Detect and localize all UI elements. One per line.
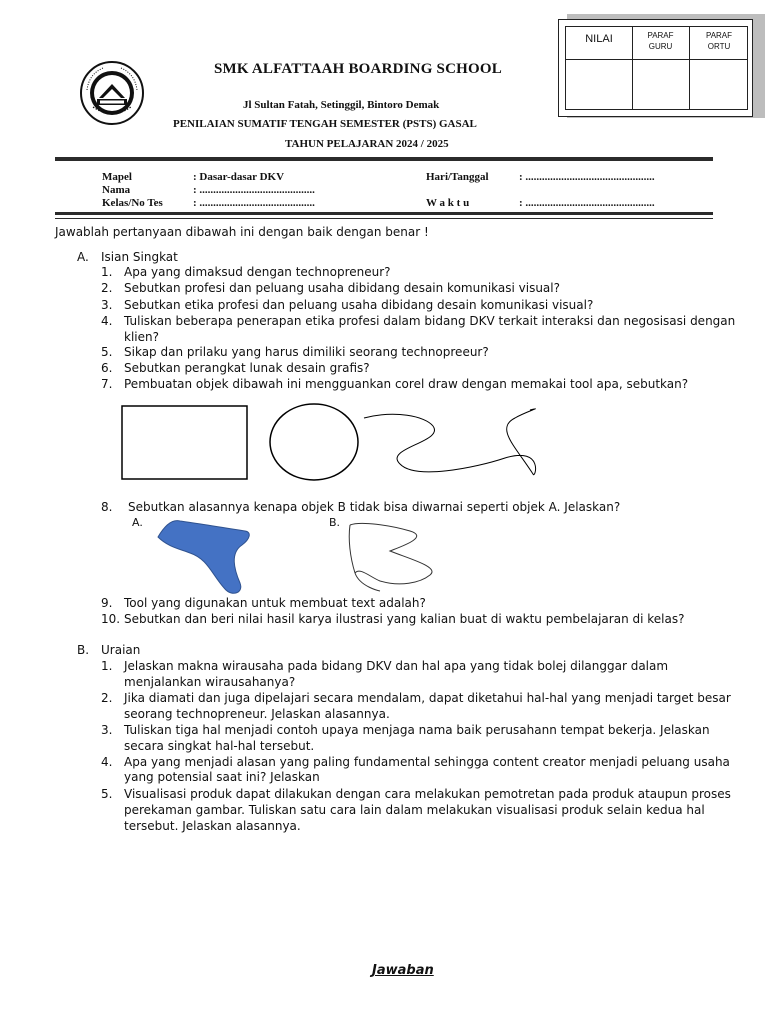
- question-a6: Sebutkan perangkat lunak desain grafis?: [124, 361, 370, 375]
- paraf-ortu-label-1: PARAF: [705, 31, 733, 40]
- hari-field[interactable]: : ...............................................: [519, 171, 655, 183]
- question-8-shapes: [150, 517, 460, 599]
- paraf-ortu-field[interactable]: [690, 60, 748, 110]
- nama-field[interactable]: : ..........................................: [193, 184, 315, 196]
- question-b5-cont: perekaman gambar. Tuliskan satu cara lain dalam melakukan visualisasi produk selain kedua hal: [124, 803, 705, 817]
- question-a2: Sebutkan profesi dan peluang usaha dibidang desain komunikasi visual?: [124, 281, 560, 295]
- question-b5-cont-2: tersebut. Jelaskan alasannya.: [124, 819, 301, 833]
- paraf-guru-field[interactable]: [633, 60, 689, 110]
- kelas-label: Kelas/No Tes: [102, 197, 163, 209]
- question-b1-cont: menjalankan wirausahanya?: [124, 675, 296, 689]
- question-b1: Jelaskan makna wirausaha pada bidang DKV dan hal apa yang tidak bolej dilanggar dalam: [124, 659, 669, 673]
- question-a9: Tool yang digunakan untuk membuat text adalah?: [124, 596, 426, 610]
- question-b3: Tuliskan tiga hal menjadi contoh upaya menjaga nama baik perusahann tempat bekerja. Jelaskan: [124, 723, 710, 737]
- curve-shape: [364, 409, 536, 475]
- waktu-label: W a k t u: [426, 197, 470, 209]
- school-logo-icon: [79, 60, 145, 126]
- question-7-shapes: [115, 398, 555, 482]
- object-b-shape: [349, 523, 432, 591]
- grade-table: [565, 26, 748, 110]
- question-b5: Visualisasi produk dapat dilakukan dengan cara melakukan pemotretan pada produk ataupun proses: [124, 787, 731, 801]
- school-address: Jl Sultan Fatah, Setinggil, Bintoro Demak: [243, 99, 440, 111]
- mapel-label: Mapel: [102, 171, 132, 183]
- question-a10: Sebutkan dan beri nilai hasil karya ilustrasi yang kalian buat di waktu pembelajaran di kelas?: [124, 612, 685, 626]
- question-a3: Sebutkan etika profesi dan peluang usaha dibidang desain komunikasi visual?: [124, 298, 594, 312]
- academic-year: TAHUN PELAJARAN 2024 / 2025: [285, 138, 449, 150]
- question-a1: Apa yang dimaksud dengan technopreneur?: [124, 265, 391, 279]
- question-a8: Sebutkan alasannya kenapa objek B tidak bisa diwarnai seperti objek A. Jelaskan?: [128, 500, 621, 514]
- object-b-label: B.: [329, 516, 341, 529]
- header-rule: [55, 157, 713, 161]
- question-b2: Jika diamati dan juga dipelajari secara mendalam, dapat diketahui hal-hal yang menjadi target besar: [124, 691, 731, 705]
- section-a-title: Isian Singkat: [101, 250, 178, 264]
- question-a4-cont: klien?: [124, 330, 159, 344]
- section-b-title: Uraian: [101, 643, 141, 657]
- info-rule-bottom: [55, 218, 713, 219]
- circle-shape: [270, 404, 358, 480]
- grade-box: [558, 19, 753, 117]
- rectangle-shape: [122, 406, 247, 479]
- question-b4: Apa yang menjadi alasan yang paling fundamental sehingga content creator menjadi peluang usaha: [124, 755, 730, 769]
- mapel-value: : Dasar-dasar DKV: [193, 171, 285, 183]
- question-a4: Tuliskan beberapa penerapan etika profesi dalam bidang DKV terkait interaksi dan negosisasi dengan: [124, 314, 736, 328]
- nilai-label: NILAI: [585, 33, 613, 45]
- school-name: SMK ALFATTAAH BOARDING SCHOOL: [214, 61, 502, 77]
- exam-title: PENILAIAN SUMATIF TENGAH SEMESTER (PSTS) GASAL: [173, 118, 477, 130]
- nama-label: Nama: [102, 184, 131, 196]
- paraf-guru-label-1: PARAF: [647, 31, 674, 40]
- object-a-shape: [158, 521, 249, 594]
- question-b2-cont: seorang technopreneur. Jelaskan alasannya.: [124, 707, 390, 721]
- kelas-field[interactable]: : ..........................................: [193, 197, 315, 209]
- question-a7: Pembuatan objek dibawah ini mengguankan corel draw dengan memakai tool apa, sebutkan?: [124, 377, 689, 391]
- jawaban-heading: Jawaban: [372, 963, 434, 978]
- section-b-marker: B.: [77, 643, 90, 657]
- question-b3-cont: secara singkat hal-hal tersebut.: [124, 739, 315, 753]
- question-b4-cont: yang potensial saat ini? Jelaskan: [124, 770, 320, 784]
- object-a-label: A.: [132, 516, 143, 529]
- instruction: Jawablah pertanyaan dibawah ini dengan baik dengan benar !: [55, 225, 429, 239]
- paraf-guru-label-2: GURU: [648, 42, 673, 51]
- nilai-field[interactable]: [566, 60, 632, 110]
- waktu-field[interactable]: : ...............................................: [519, 197, 655, 209]
- question-a5: Sikap dan prilaku yang harus dimiliki seorang technopreeur?: [124, 345, 489, 359]
- paraf-ortu-label-2: ORTU: [707, 42, 731, 51]
- info-rule-top: [55, 212, 713, 215]
- hari-label: Hari/Tanggal: [426, 171, 489, 183]
- section-a-marker: A.: [77, 250, 89, 264]
